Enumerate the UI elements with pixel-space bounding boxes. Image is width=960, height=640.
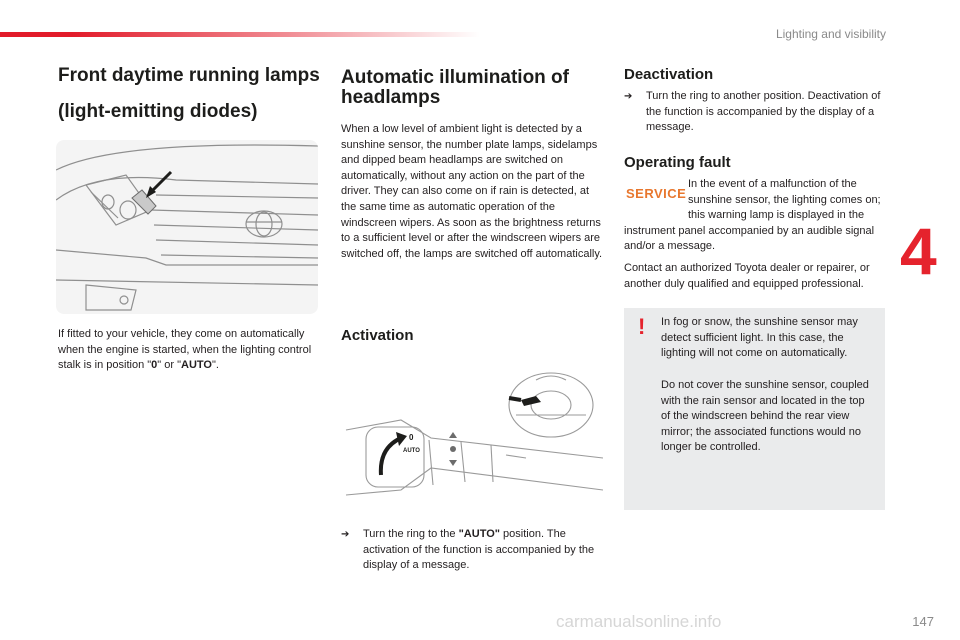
- activation-text-part: Turn the ring to the: [363, 528, 459, 540]
- note-paragraph-2: Do not cover the sunshine sensor, coupled with the rain sensor and located in the top of the windscreen behind the rear view mirror; the associated functions would no longer be controlled.: [661, 379, 869, 454]
- middle-column: [341, 68, 603, 262]
- vehicle-front-illustration: [56, 140, 318, 314]
- drl-text-part: ".: [211, 359, 219, 372]
- bullet-arrow-icon: ➔: [341, 529, 350, 540]
- activation-auto-label: "AUTO": [458, 528, 500, 540]
- watermark-text: carmanualsonline.info: [556, 612, 722, 631]
- chapter-number: 4: [900, 214, 937, 288]
- drl-description: [58, 327, 323, 374]
- deactivation-heading: Deactivation: [624, 66, 714, 83]
- fault-description: [624, 177, 885, 255]
- operating-fault-heading: Operating fault: [624, 154, 731, 171]
- lighting-stalk-drawing: [341, 360, 603, 500]
- drl-subheading: (light-emitting diodes): [58, 101, 258, 122]
- position-auto-label: AUTO: [181, 359, 212, 372]
- activation-text-part: position. The activation of the function is accompanied by the display of a message.: [363, 528, 595, 572]
- warning-note-box: [624, 308, 885, 510]
- stalk-zero-label: 0: [409, 433, 414, 442]
- contact-dealer-text: Contact an authorized Toyota dealer or repairer, or another duly qualified and equipped professional.: [624, 262, 870, 290]
- left-column: [58, 66, 323, 122]
- section-header-title: Lighting and visibility: [775, 27, 886, 41]
- position-zero-label: 0: [151, 359, 158, 372]
- drl-text-part: If fitted to your vehicle, they come on automatically when the engine is started, when the lighting control stalk is in position ": [58, 328, 312, 372]
- fault-text: In the event of a malfunction of the sunshine sensor, the lighting comes on; this warning lamp is displayed in the instrument panel accompanied by an audible signal and/or a message.: [624, 178, 881, 253]
- deactivation-bullet: [624, 89, 885, 136]
- drl-heading: Front daytime running lamps: [58, 65, 320, 86]
- activation-heading: Activation: [341, 327, 414, 344]
- deactivation-bullet-text: Turn the ring to another position. Deactivation of the function is accompanied by the display of a message.: [646, 90, 881, 134]
- service-warning-icon: SERVICE: [626, 186, 687, 201]
- drl-text-part: " or ": [157, 359, 181, 372]
- page-number: 147: [912, 614, 934, 629]
- bullet-arrow-icon: ➔: [624, 91, 633, 102]
- activation-bullet-text: [363, 527, 603, 574]
- warning-exclamation-icon: !: [638, 314, 646, 339]
- auto-illumination-heading: Automatic illumination of headlamps: [341, 67, 569, 108]
- activation-bullet: [341, 527, 603, 574]
- vehicle-front-drawing: [56, 140, 318, 314]
- header-accent-bar: [0, 32, 480, 37]
- icon-spacer: [624, 177, 688, 223]
- auto-illumination-body: When a low level of ambient light is detected by a sunshine sensor, the number plate lamps, sidelamps and dipped beam headlamps are switched on automatically, without any action on the part of the driver. They can also come on if rain is detected, at the same time as automatic operation of the windscreen wipers. As soon as the brightness returns to a sufficient level or after the windscreen wipers are switched off, the lamps are switched off automatically.: [341, 123, 603, 260]
- note-paragraph-1: In fog or snow, the sunshine sensor may detect sufficient light. In this case, the lighting will not come on automatically.: [661, 316, 858, 360]
- lighting-stalk-illustration: [341, 360, 603, 500]
- stalk-auto-label: AUTO: [403, 448, 420, 454]
